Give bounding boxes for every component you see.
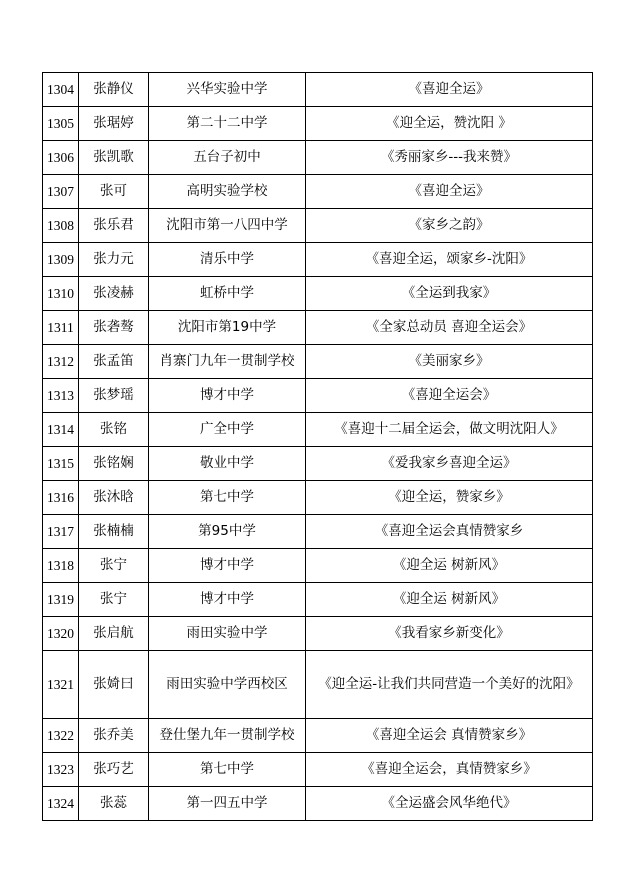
work-title: 《喜迎全运会真情赞家乡 xyxy=(306,515,593,549)
table-row xyxy=(43,243,593,277)
entry-number: 1319 xyxy=(43,583,79,617)
entry-number: 1317 xyxy=(43,515,79,549)
entries-table xyxy=(42,72,593,821)
entry-number: 1312 xyxy=(43,345,79,379)
entry-number: 1323 xyxy=(43,753,79,787)
entry-number: 1309 xyxy=(43,243,79,277)
student-name: 张铭 xyxy=(79,413,149,447)
school-name: 博才中学 xyxy=(149,549,306,583)
student-name: 张乐君 xyxy=(79,209,149,243)
school-name: 肖寨门九年一贯制学校 xyxy=(149,345,306,379)
work-title: 《喜迎十二届全运会，做文明沈阳人》 xyxy=(306,413,593,447)
table-row xyxy=(43,107,593,141)
school-name: 兴华实验中学 xyxy=(149,73,306,107)
table-row xyxy=(43,719,593,753)
student-name: 张琚婷 xyxy=(79,107,149,141)
work-title: 《喜迎全运会》 xyxy=(306,379,593,413)
student-name: 张力元 xyxy=(79,243,149,277)
student-name: 张巧艺 xyxy=(79,753,149,787)
student-name: 张铭娴 xyxy=(79,447,149,481)
work-title: 《喜迎全运会 真情赞家乡》 xyxy=(306,719,593,753)
student-name: 张宁 xyxy=(79,549,149,583)
table-row xyxy=(43,209,593,243)
school-name: 第二十二中学 xyxy=(149,107,306,141)
entry-number: 1321 xyxy=(43,651,79,719)
student-name: 张静仪 xyxy=(79,73,149,107)
student-name: 张可 xyxy=(79,175,149,209)
work-title: 《喜迎全运会，真情赞家乡》 xyxy=(306,753,593,787)
table-row xyxy=(43,583,593,617)
student-name: 张孟笛 xyxy=(79,345,149,379)
school-name: 雨田实验中学西校区 xyxy=(149,651,306,719)
entry-number: 1320 xyxy=(43,617,79,651)
school-name: 沈阳市第一八四中学 xyxy=(149,209,306,243)
student-name: 张梦瑶 xyxy=(79,379,149,413)
student-name: 张宁 xyxy=(79,583,149,617)
work-title: 《全运盛会风华绝代》 xyxy=(306,787,593,821)
table-row xyxy=(43,379,593,413)
entry-number: 1308 xyxy=(43,209,79,243)
school-name: 五台子初中 xyxy=(149,141,306,175)
work-title: 《迎全运 树新风》 xyxy=(306,549,593,583)
table-row xyxy=(43,277,593,311)
work-title: 《全运到我家》 xyxy=(306,277,593,311)
table-row xyxy=(43,447,593,481)
work-title: 《迎全运，赞沈阳 》 xyxy=(306,107,593,141)
school-name: 第95中学 xyxy=(149,515,306,549)
work-title: 《迎全运 树新风》 xyxy=(306,583,593,617)
entry-number: 1307 xyxy=(43,175,79,209)
student-name: 张楠楠 xyxy=(79,515,149,549)
entry-number: 1313 xyxy=(43,379,79,413)
table-row xyxy=(43,345,593,379)
entry-number: 1306 xyxy=(43,141,79,175)
student-name: 张凌赫 xyxy=(79,277,149,311)
school-name: 广全中学 xyxy=(149,413,306,447)
work-title: 《喜迎全运》 xyxy=(306,175,593,209)
table-row xyxy=(43,651,593,719)
school-name: 第一四五中学 xyxy=(149,787,306,821)
school-name: 博才中学 xyxy=(149,583,306,617)
table-row xyxy=(43,413,593,447)
student-name: 张沐晗 xyxy=(79,481,149,515)
work-title: 《爱我家乡喜迎全运》 xyxy=(306,447,593,481)
entry-number: 1305 xyxy=(43,107,79,141)
school-name: 第七中学 xyxy=(149,481,306,515)
table-row xyxy=(43,311,593,345)
table-row xyxy=(43,753,593,787)
entry-number: 1314 xyxy=(43,413,79,447)
entry-number: 1316 xyxy=(43,481,79,515)
student-name: 张蕊 xyxy=(79,787,149,821)
school-name: 清乐中学 xyxy=(149,243,306,277)
table-row xyxy=(43,175,593,209)
work-title: 《喜迎全运》 xyxy=(306,73,593,107)
table-row xyxy=(43,141,593,175)
table-row xyxy=(43,617,593,651)
work-title: 《迎全运，赞家乡》 xyxy=(306,481,593,515)
school-name: 登仕堡九年一贯制学校 xyxy=(149,719,306,753)
entry-number: 1315 xyxy=(43,447,79,481)
work-title: 《家乡之韵》 xyxy=(306,209,593,243)
table-row xyxy=(43,549,593,583)
work-title: 《我看家乡新变化》 xyxy=(306,617,593,651)
school-name: 沈阳市第19中学 xyxy=(149,311,306,345)
entry-number: 1311 xyxy=(43,311,79,345)
work-title: 《喜迎全运，颂家乡-沈阳》 xyxy=(306,243,593,277)
work-title: 《美丽家乡》 xyxy=(306,345,593,379)
school-name: 第七中学 xyxy=(149,753,306,787)
school-name: 博才中学 xyxy=(149,379,306,413)
entry-number: 1304 xyxy=(43,73,79,107)
entry-number: 1324 xyxy=(43,787,79,821)
school-name: 雨田实验中学 xyxy=(149,617,306,651)
school-name: 敬业中学 xyxy=(149,447,306,481)
entry-number: 1310 xyxy=(43,277,79,311)
table-row xyxy=(43,481,593,515)
work-title: 《迎全运-让我们共同营造一个美好的沈阳》 xyxy=(306,651,593,719)
school-name: 虹桥中学 xyxy=(149,277,306,311)
student-name: 张砻骜 xyxy=(79,311,149,345)
table-row xyxy=(43,787,593,821)
entry-number: 1318 xyxy=(43,549,79,583)
work-title: 《全家总动员 喜迎全运会》 xyxy=(306,311,593,345)
student-name: 张婍曰 xyxy=(79,651,149,719)
school-name: 高明实验学校 xyxy=(149,175,306,209)
student-name: 张乔美 xyxy=(79,719,149,753)
work-title: 《秀丽家乡---我来赞》 xyxy=(306,141,593,175)
table-row xyxy=(43,515,593,549)
student-name: 张凯歌 xyxy=(79,141,149,175)
entry-number: 1322 xyxy=(43,719,79,753)
table-row xyxy=(43,73,593,107)
student-name: 张启航 xyxy=(79,617,149,651)
